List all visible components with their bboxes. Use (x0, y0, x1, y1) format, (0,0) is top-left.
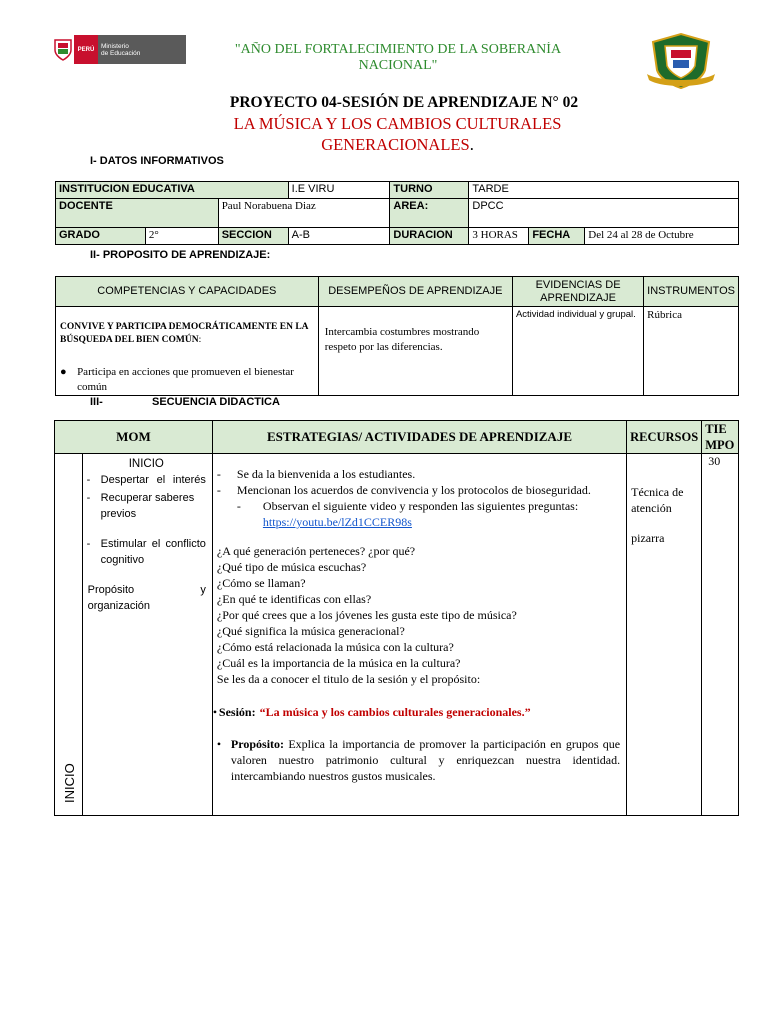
duracion-value: 3 HORAS (469, 228, 529, 245)
sesion-label: Sesión: (218, 705, 256, 719)
sesion-value: “La música y los cambios culturales generacionales.” (259, 705, 531, 719)
col-tiempo: TIEMPO (702, 421, 739, 454)
question-item: ¿Qué significa la música generacional? (216, 624, 405, 638)
instrumento-text: Rúbrica (644, 307, 739, 396)
proposito-line: • Propósito: Explica la importancia de promover la participación en grupos que valoren nuestro patrimonio cultural y enriquezcan nuestra identidad. intercambiando nuestros gustos musicales. (216, 737, 621, 783)
area-label: AREA: (390, 199, 469, 228)
desempeno-text: Intercambia costumbres mostrando respeto por las diferencias. (318, 307, 512, 396)
question-item: Se les da a conocer el titulo de la sesión y el propósito: (216, 672, 481, 686)
proposito-value: Explica la importancia de promover la participación en grupos que valoren nuestro patrimonio cultural y enriquezcan nuestra identidad. intercambiando nuestros gustos musicales. (230, 737, 621, 783)
questions-list (217, 543, 620, 687)
docente-value: Paul Norabuena Diaz (218, 199, 390, 228)
inicio-title: INICIO (128, 458, 164, 470)
seccion-value: A-B (288, 228, 390, 245)
area-value: DPCC (469, 199, 739, 228)
proposito-label: Propósito: (230, 737, 285, 751)
actividad-item: Se da la bienvenida a los estudiantes. (236, 467, 416, 481)
secuencia-header-row (55, 421, 739, 454)
school-crest-icon (645, 30, 717, 90)
question-item: ¿A qué generación perteneces? ¿por qué? (216, 544, 416, 558)
question-item: ¿Cómo está relacionada la música con la cultura? (216, 640, 454, 654)
competencias-row (56, 307, 739, 396)
sesion-line: • Sesión: “La música y los cambios culturales generacionales.” (212, 705, 531, 719)
proceso-item: Recuperar saberes previos (100, 492, 195, 520)
question-item: ¿Por qué crees que a los jóvenes les gusta este tipo de música? (216, 608, 517, 622)
grado-label: GRADO (56, 228, 146, 245)
docente-label: DOCENTE (56, 199, 219, 228)
info-row-docente (56, 199, 739, 228)
competencias-header-row (56, 277, 739, 307)
procesos-cell: INICIO - Despertar el interés - Recuperar saberes previos - Estimular el conflicto cognitivo Propósito y organización (82, 454, 212, 816)
turno-label: TURNO (390, 182, 469, 199)
info-row-grado (56, 228, 739, 245)
logo-ministry-label: Ministerio de Educación (98, 35, 186, 64)
institucion-label: INSTITUCION EDUCATIVA (56, 182, 289, 199)
inicio-row (55, 454, 739, 816)
col-instrumentos: INSTRUMENTOS (644, 277, 739, 307)
secuencia-table (54, 420, 739, 816)
recurso-item: Técnica de atención (631, 485, 684, 515)
actividades-cell: - Se da la bienvenida a los estudiantes. - Mencionan los acuerdos de convivencia y los protocolos de bioseguridad. - Observan el siguiente video y responden las siguientes preguntas: https://youtu.be/lZd1CCER98s ¿A qué generación perteneces? ¿por qué? ¿Qué tipo de música escuchas? ¿Cómo se llaman? ¿En qué te identificas con ellas? ¿Por qué crees que a los jóvenes les gusta este tipo de música? ¿Qué significa la música generacional? ¿Cómo está relacionada la música con la cultura? ¿Cuál es la importancia de la música en la cultura? Se les da a conocer el titulo de la sesión y el propósito: • Sesión: “La música y los cambios culturales generacionales.” • Propósito: Explica la importancia de promover la participación en grupos que valoren nuestro patrimonio cultural y enriquezcan nuestra identidad. intercambiando nuestros gustos musicales. (212, 454, 626, 816)
secuencia-heading: SECUENCIA DIDACTICA (152, 396, 280, 408)
logo-peru-label: PERÚ (74, 35, 98, 64)
col-desempenos: DESEMPEÑOS DE APRENDIZAJE (318, 277, 512, 307)
capacidad-item: ● Participa en acciones que promueven el bienestar común (60, 365, 314, 395)
info-row-institucion (56, 182, 739, 199)
proposito-heading: II- PROPOSITO DE APRENDIZAJE: (90, 249, 271, 261)
actividad-item: Mencionan los acuerdos de convivencia y los protocolos de bioseguridad. (236, 483, 591, 497)
actividad-item: Observan el siguiente video y responden las siguientes preguntas: (262, 499, 579, 513)
turno-value: TARDE (469, 182, 739, 199)
recurso-item: pizarra (631, 531, 665, 545)
competencia-text: CONVIVE Y PARTICIPA DEMOCRÁTICAMENTE EN LA BÚSQUEDA DEL BIEN COMÚN (60, 322, 309, 345)
recursos-cell (627, 454, 702, 816)
datos-heading: I- DATOS INFORMATIVOS (90, 155, 224, 167)
mom-vertical-label: INICIO (62, 763, 77, 803)
col-mom: MOM (55, 421, 213, 454)
competencia-cell: CONVIVE Y PARTICIPA DEMOCRÁTICAMENTE EN LA BÚSQUEDA DEL BIEN COMÚN: ● Participa en acciones que promueven el bienestar común (56, 307, 319, 396)
question-item: ¿Qué tipo de música escuchas? (216, 560, 367, 574)
proceso-item: Despertar el interés (100, 474, 206, 486)
fecha-label: FECHA (529, 228, 585, 245)
col-estrategias: ESTRATEGIAS/ ACTIVIDADES DE APRENDIZAJE (212, 421, 626, 454)
col-evidencias: EVIDENCIAS DE APRENDIZAJE (512, 277, 643, 307)
minedu-logo (52, 35, 186, 64)
fecha-value: Del 24 al 28 de Octubre (585, 228, 739, 245)
institucion-value: I.E VIRU (288, 182, 390, 199)
secuencia-heading-num: III- (90, 396, 103, 408)
question-item: ¿En qué te identificas con ellas? (216, 592, 372, 606)
video-link[interactable]: https://youtu.be/lZd1CCER98s (262, 515, 412, 529)
project-title: PROYECTO 04-SESIÓN DE APRENDIZAJE N° 02 (229, 94, 579, 111)
capacidad-text: Participa en acciones que promueven el bienestar común (77, 366, 294, 393)
col-competencias: COMPETENCIAS Y CAPACIDADES (56, 277, 319, 307)
peru-shield-icon (52, 38, 74, 62)
proceso-item: Estimular el conflicto cognitivo (100, 538, 206, 566)
proceso-item: Propósito y organización (87, 584, 206, 612)
session-title: LA MÚSICA Y LOS CAMBIOS CULTURALES GENERACIONALES. (233, 114, 562, 154)
duracion-label: DURACION (390, 228, 469, 245)
mom-cell (55, 454, 83, 816)
grado-value: 2° (145, 228, 218, 245)
tiempo-value: 30 (702, 454, 739, 816)
evidencia-text: Actividad individual y grupal. (512, 307, 643, 396)
question-item: ¿Cuál es la importancia de la música en la cultura? (216, 656, 461, 670)
col-recursos: RECURSOS (627, 421, 702, 454)
competencias-table (55, 276, 739, 396)
seccion-label: SECCION (218, 228, 288, 245)
year-motto: "AÑO DEL FORTALECIMIENTO DE LA SOBERANÍA NACIONAL" (234, 42, 562, 70)
info-table (55, 181, 739, 245)
question-item: ¿Cómo se llaman? (216, 576, 306, 590)
